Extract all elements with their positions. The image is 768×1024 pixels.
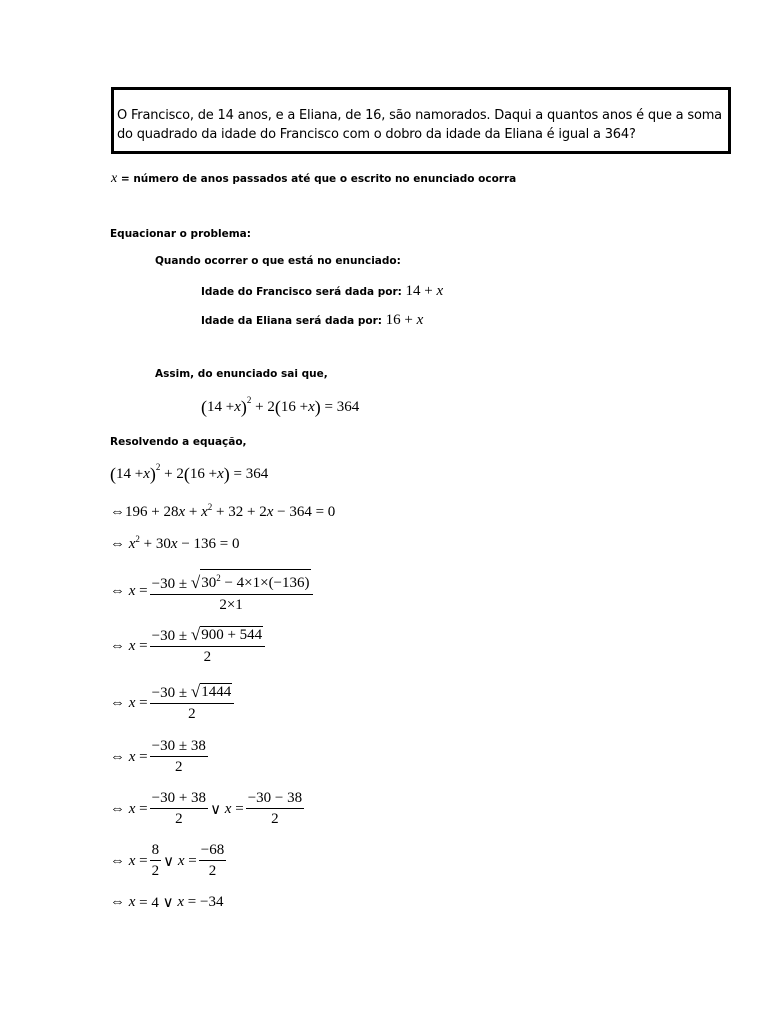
variable-definition: [111, 172, 516, 186]
fraction: $\frac{-30 - 38}{2}$: [247, 790, 303, 827]
francisco-age-label: Idade do Francisco será dada por:: [201, 286, 406, 298]
fraction: −30 ± √ 1444 2: [150, 683, 235, 723]
heading-resolvendo: Resolvendo a equação,: [110, 436, 247, 448]
fraction: $\frac{-30 \pm 38}{2}$: [151, 738, 206, 775]
solution-step-2: ⇔196 + 28 x + x $^2$ + 32 + 2 x − 364 = 0: [110, 501, 336, 520]
fraction: $\frac{8}{2}$: [151, 842, 160, 879]
solution-step-9: ⇔ x = $\frac{8}{2}$ ∨ x = $\frac{-68}{2}$: [110, 842, 225, 879]
fraction: $\frac{-30 + 38}{2}$: [151, 790, 207, 827]
eliana-age-variable: x: [416, 312, 424, 328]
solution-step-4: ⇔ x = −30 ± √ $30^2 - 4\times 1\times(-136)$ 2×1: [110, 569, 315, 614]
solution-step-5: ⇔ x = −30 ± √ 900 + 544 2: [110, 626, 267, 666]
eliana-age-label: Idade da Eliana será dada por:: [201, 315, 386, 327]
heading-equacionar: Equacionar o problema:: [110, 228, 251, 240]
problem-line-1: O Francisco, de 14 anos, e a Eliana, de 16, são namorados. Daqui a quantos anos é que a soma: [117, 108, 722, 123]
francisco-age-constant: 14 +: [405, 283, 437, 299]
francisco-age-line: [201, 284, 443, 299]
problem-line-2: do quadrado da idade do Francisco com o dobro da idade da Eliana é igual a 364?: [117, 127, 636, 142]
fraction: $\frac{-68}{2}$: [200, 842, 225, 879]
fraction: −30 ± √ 900 + 544 2: [150, 626, 266, 666]
heading-quando: Quando ocorrer o que está no enunciado:: [155, 255, 401, 267]
eliana-age-line: [201, 313, 423, 328]
variable-definition-text: = número de anos passados até que o escrito no enunciado ocorra: [117, 173, 517, 185]
variable-symbol: x: [111, 171, 118, 186]
solution-step-3: ⇔ x $^2$ + 30 x − 136 = 0: [110, 533, 240, 552]
eliana-age-constant: 16 +: [385, 312, 417, 328]
francisco-age-variable: x: [436, 283, 444, 299]
solution-step-1: ( 14 + x ) $^2$ + 2 ( 16 + x ) = 364: [110, 461, 269, 484]
solution-step-7: ⇔ x = $\frac{-30 \pm 38}{2}$: [110, 738, 206, 775]
fraction: −30 ± √ $30^2 - 4\times 1\times(-136)$ 2×1: [150, 569, 313, 614]
francisco-age-expression: [406, 283, 444, 299]
heading-assim: Assim, do enunciado sai que,: [155, 368, 328, 380]
equation-setup: ( 14 + x ) $^2$ + 2 ( 16 + x ) = 364: [201, 394, 360, 417]
solution-step-8: ⇔ x = $\frac{-30 + 38}{2}$ ∨ x = $\frac{-30 - 38}{2}$: [110, 790, 303, 827]
solution-step-10: ⇔ x = 4 ∨ x = −34: [110, 894, 224, 911]
eliana-age-expression: [386, 312, 424, 328]
problem-statement-box: [111, 87, 731, 154]
solution-step-6: ⇔ x = −30 ± √ 1444 2: [110, 683, 236, 723]
